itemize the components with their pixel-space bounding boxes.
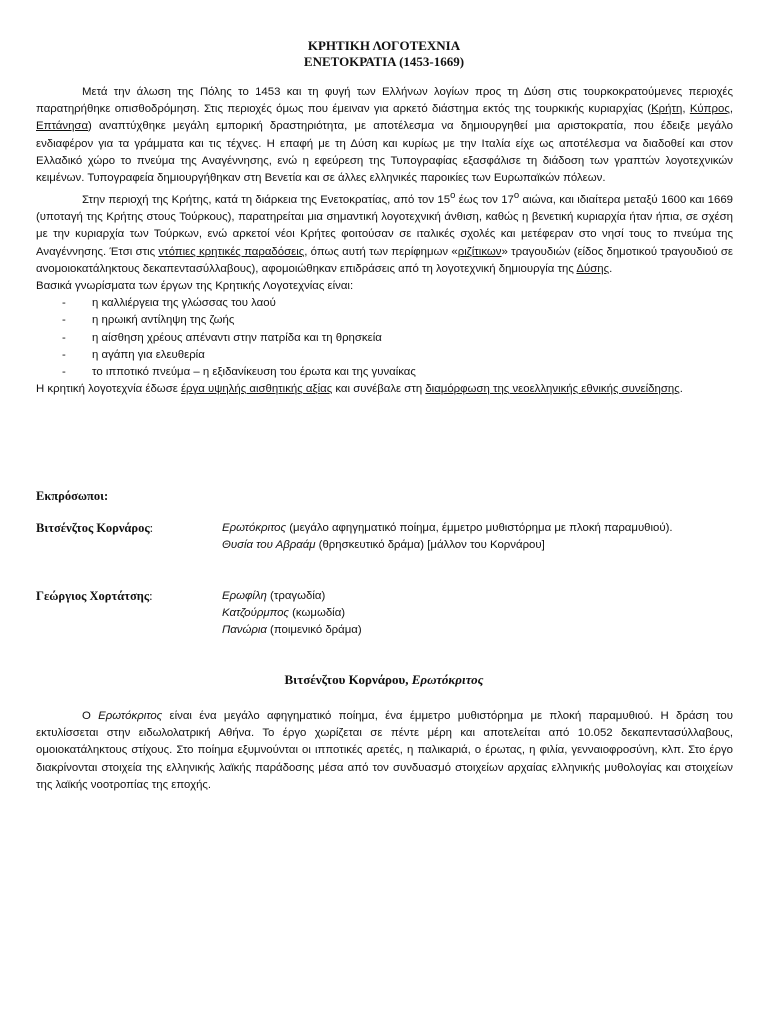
- dash-bullet: -: [62, 297, 66, 310]
- list-item: [36, 347, 733, 364]
- list-item-text: η καλλιέργεια της γλώσσας του λαού: [92, 297, 276, 310]
- list-item-text: το ιπποτικό πνεύμα – η εξιδανίκευση του έρωτα και της γυναίκας: [92, 366, 416, 379]
- text-run: ) αναπτύχθηκε μεγάλη εμπορική δραστηριότητα, με αποτέλεσμα να δημιουργηθεί μια αριστοκρατία, που έδειξε μεγάλο ενδιαφέρον για τα γράμματα και τις τέχνες. Η επαφή με τη Δύση και κυρίως με την Ιταλία είχε ως αποτέλεσμα να διαδοθεί και στον Ελλαδικό χώρο το πνεύμα της Αναγέννησης, ενώ η εφεύρεση της Τυπογραφίας εξασφάλισε τη διάδοση των γραπτών λογοτεχνικών κειμένων. Τυπογραφεία δημιουργήθηκαν στη Βενετία και σε άλλες ελληνικές παροικίες των Ευρωπαϊκών πόλεων.: [36, 120, 733, 185]
- list-item-text: η αγάπη για ελευθερία: [92, 348, 205, 361]
- work-title: Θυσία του Αβραάμ: [222, 539, 316, 552]
- representative-name: Βιτσένζτος Κορνάρος: [36, 521, 150, 535]
- features-intro: Βασικά γνωρίσματα των έργων της Κρητικής Λογοτεχνίας είναι:: [36, 280, 354, 293]
- link-crete[interactable]: Κρήτη: [651, 103, 683, 116]
- document-subtitle: ΕΝΕΤΟΚΡΑΤΙΑ (1453-1669): [303, 54, 465, 69]
- list-item: [36, 295, 733, 312]
- link-aesthetic-works[interactable]: έργα υψηλής αισθητικής αξίας: [180, 383, 333, 396]
- text-run: Στην περιοχή της Κρήτης, κατά τη διάρκεια της Ενετοκρατίας, από τον 15: [82, 194, 451, 207]
- work-item: [222, 520, 733, 537]
- section-title-author: Βιτσένζτου Κορνάρου,: [284, 672, 412, 687]
- paragraph-contribution: [36, 381, 733, 398]
- dash-bullet: -: [62, 366, 66, 379]
- text-run: Η κρητική λογοτεχνία έδωσε: [36, 383, 181, 396]
- work-item: [222, 605, 733, 622]
- link-west[interactable]: Δύσης: [576, 262, 610, 275]
- section-title-work: Ερωτόκριτος: [411, 672, 484, 687]
- link-rizitika[interactable]: ριζίτικων: [457, 245, 502, 258]
- features-list: [36, 295, 733, 381]
- text-run: Ο: [82, 710, 99, 722]
- text-run: και συνέβαλε στη: [332, 383, 426, 396]
- work-description: (τραγωδία): [266, 590, 326, 602]
- paragraph-history: [36, 84, 733, 187]
- text-run: έως τον 17: [455, 194, 514, 207]
- list-item-text: η αίσθηση χρέους απέναντι στην πατρίδα και τη θρησκεία: [92, 331, 382, 344]
- work-description: (ποιμενικό δράμα): [266, 624, 362, 637]
- representative-name-wrap: [36, 588, 222, 640]
- representatives-heading: Εκπρόσωποι:: [36, 489, 109, 503]
- separator: ,: [682, 103, 690, 116]
- intro-text: [36, 84, 733, 398]
- text-run: Μετά την άλωση της Πόλης το 1453 και τη φυγή των Ελλήνων λογίων προς τη Δύση στις τουρκοκρατούμενες περιοχές παρατηρήθηκε οπισθοδρόμηση. Στις περιοχές όμως που έμειναν για αρκετό διάστημα εκτός της τουρκικής κυριαρχίας (: [36, 86, 733, 116]
- list-item: [36, 330, 733, 347]
- colon: :: [149, 521, 154, 535]
- link-local-traditions[interactable]: ντόπιες κρητικές παραδόσεις: [158, 245, 305, 258]
- paragraph-erotokritos: [36, 708, 733, 794]
- dash-bullet: -: [62, 314, 66, 327]
- work-item: [222, 537, 733, 554]
- works-list: [222, 520, 733, 554]
- text-run: .: [679, 383, 683, 396]
- list-item-text: η ηρωική αντίληψη της ζωής: [92, 314, 235, 327]
- work-title: Πανώρια: [222, 624, 267, 637]
- dash-bullet: -: [62, 331, 66, 344]
- link-national-conscience[interactable]: διαμόρφωση της νεοελληνικής εθνικής συνείδησης: [425, 383, 680, 396]
- work-title: Ερωφίλη: [222, 590, 267, 602]
- representative-kornaros: [36, 520, 733, 554]
- text-run: αιώνα, και ιδιαίτερα μεταξύ 1600 και 1669 (υποταγή της Κρήτης στους Τούρκους), παρατηρείται μια σημαντική λογοτεχνική άνθιση, καθώς η βενετική κυριαρχία ήταν ήπια, σε σχέση με την κυριαρχία των Τούρκων, ενώ αρκετοί νέοι Κρήτες φοιτούσαν σε ιταλικές σχολές και μετέφεραν στο νησί τους το πνεύμα της Αναγέννησης. Έτσι στις: [36, 194, 733, 258]
- text-run: , όπως αυτή των περίφημων «: [304, 245, 458, 258]
- colon: :: [149, 589, 153, 603]
- text-run: είναι ένα μεγάλο αφηγηματικό ποίημα, ένα έμμετρο μυθιστόρημα με πλοκή παραμυθιού. Η δράση του εκτυλίσσεται στην ειδωλολατρική Αθήνα. Το έργο χωρίζεται σε πέντε μέρη και αποτελείται από 10.052 δεκαπεντασύλλαβους, ομοιοκατάληκτους στίχους. Στο ποίημα εξυμνούνται οι ιπποτικές αρετές, η παλικαριά, ο έρωτας, η φιλία, γενναιοφροσύνη, κλπ. Στο έργο διακρίνονται στοιχεία της ελληνικής λαϊκής παράδοσης μέσα από τον συνδυασμό στοιχείων αρχαίας ελληνικής μυθολογίας και στοιχείων της λαϊκής νοοτροπίας της εποχής.: [36, 710, 733, 791]
- work-title: Κατζούρμπος: [222, 607, 289, 620]
- paragraph-crete-venetian: [36, 187, 733, 278]
- document-title: ΚΡΗΤΙΚΗ ΛΟΓΟΤΕΧΝΙΑ: [307, 38, 461, 53]
- ordinal-sup: ο: [513, 190, 520, 202]
- separator: ,: [729, 103, 733, 116]
- representative-name-wrap: [36, 520, 222, 554]
- works-list: [222, 588, 733, 640]
- erotokritos-text: [36, 708, 733, 794]
- text-run: » τραγουδιών (είδος δημοτικού τραγουδιού σε ανομοιοκατάληκτους δεκαπεντασύλλαβους), αφομοιώθηκαν επιδράσεις από τη λογοτεχνική δημιουργία της: [36, 245, 733, 275]
- work-item: [222, 622, 733, 639]
- work-title: Ερωτόκριτος: [98, 710, 163, 722]
- work-description: (θρησκευτικό δράμα) [μάλλον του Κορνάρου]: [315, 539, 545, 552]
- list-item: [36, 364, 733, 381]
- section-title-erotokritos: [0, 672, 768, 688]
- link-cyprus[interactable]: Κύπρος: [689, 103, 730, 116]
- representative-chortatsis: [36, 588, 733, 640]
- representative-name: Γεώργιος Χορτάτσης: [36, 589, 150, 603]
- list-item: [36, 312, 733, 329]
- work-description: (μεγάλο αφηγηματικό ποίημα, έμμετρο μυθιστόρημα με πλοκή παραμυθιού).: [286, 522, 673, 534]
- ordinal-sup: ο: [450, 190, 456, 202]
- link-heptanese[interactable]: Επτάνησα: [36, 120, 89, 133]
- work-description: (κωμωδία): [288, 607, 346, 620]
- dash-bullet: -: [62, 348, 66, 361]
- work-item: [222, 588, 733, 605]
- work-title: Ερωτόκριτος: [222, 522, 287, 534]
- text-run: .: [609, 262, 613, 275]
